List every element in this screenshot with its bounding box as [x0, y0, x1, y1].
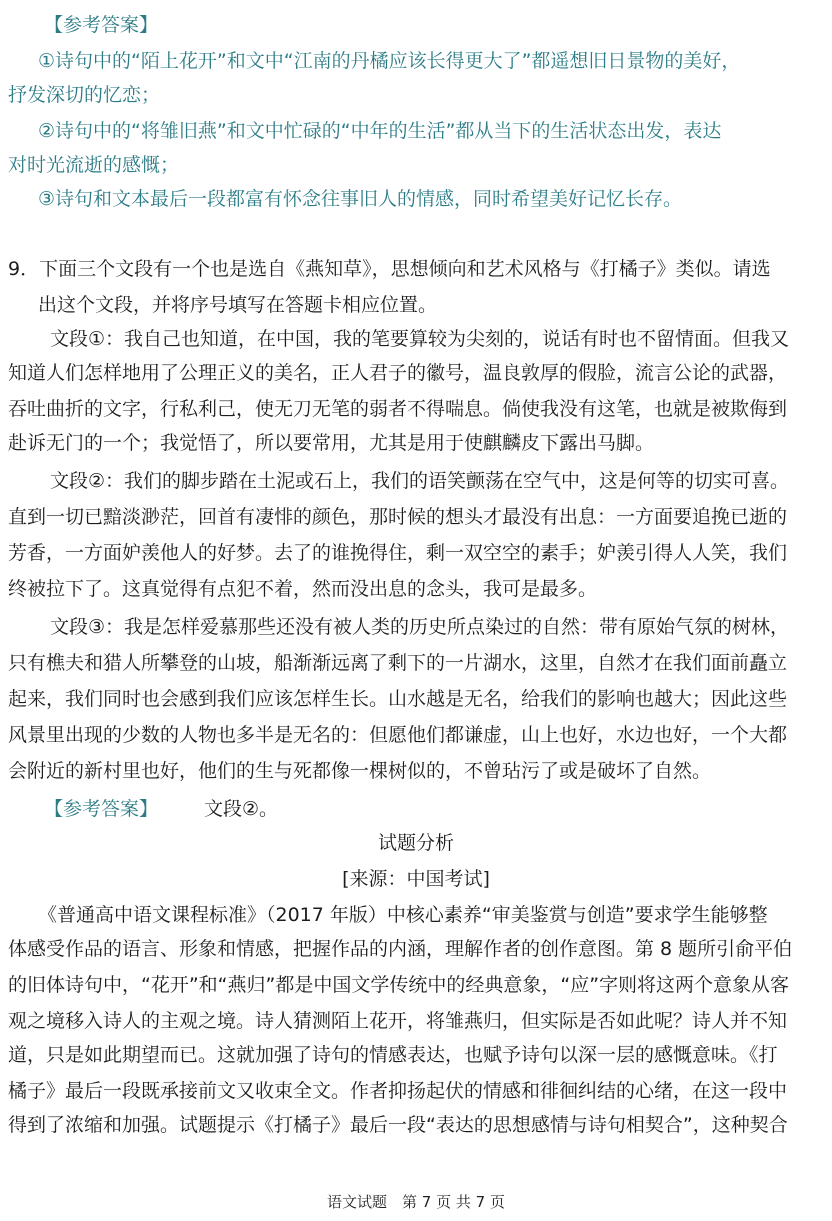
- passage-3-line: 风景里出现的少数的人物也多半是无名的：但愿他们都谦虚，山上也好，水边也好，一个大都: [8, 724, 788, 746]
- question-9-stem-line-2: 出这个文段，并将序号填写在答题卡相应位置。: [38, 294, 438, 316]
- analysis-line: 观之境移入诗人的主观之境。诗人猜测陌上花开，将雏燕归，但实际是否如此呢？诗人并不知: [8, 1010, 788, 1032]
- passage-1-line: 吞吐曲折的文字，行私利己，使无刀无笔的弱者不得喘息。倘使我没有这笔，也就是被欺侮到: [8, 398, 788, 420]
- passage-3-line: 只有樵夫和猎人所攀登的山坡，船渐渐远离了剩下的一片湖水，这里，自然才在我们面前矗立: [8, 652, 788, 674]
- analysis-source: [来源：中国考试]: [342, 868, 490, 890]
- passage-1-line: 赴诉无门的一个；我觉悟了，所以要常用，尤其是用于使麒麟皮下露出马脚。: [8, 432, 655, 454]
- analysis-line: 体感受作品的语言、形象和情感，把握作品的内涵，理解作者的创作意图。第 8 题所引俞平伯: [8, 938, 793, 960]
- page-footer: 语文试题 第 7 页 共 7 页: [327, 1193, 505, 1211]
- answer-1-item-3-line-1: ③诗句和文本最后一段都富有怀念往事旧人的情感，同时希望美好记忆长存。: [38, 188, 683, 210]
- answer-heading-2: 【参考答案】: [44, 798, 159, 820]
- passage-2-line: 终被拉下了。这真觉得有点犯不着，然而没出息的念头，我可是最多。: [8, 578, 598, 600]
- analysis-line: 道，只是如此期望而已。这就加强了诗句的情感表达，也赋予诗句以深一层的感慨意味。《打: [8, 1044, 778, 1066]
- answer-2-text: 文段②。: [204, 798, 279, 820]
- passage-2-line: 文段②：我们的脚步踏在土泥或石上，我们的语笑颤荡在空气中，这是何等的切实可喜。: [50, 470, 790, 492]
- passage-2-line: 直到一切已黯淡渺茫，回首有凄悱的颜色，那时候的想头才最没有出息：一方面要追挽已逝的: [8, 506, 788, 528]
- answer-1-item-2-line-2: 对时光流逝的感慨；: [8, 154, 180, 176]
- passage-3-line: 文段③：我是怎样爱慕那些还没有被人类的历史所点染过的自然：带有原始气氛的树林，: [50, 616, 790, 638]
- analysis-line: 得到了浓缩和加强。试题提示《打橘子》最后一段“表达的思想感情与诗句相契合”，这种契合: [8, 1114, 788, 1136]
- answer-heading-1: 【参考答案】: [44, 14, 159, 36]
- answer-1-item-1-line-2: 抒发深切的忆恋；: [8, 84, 161, 106]
- passage-3-line: 起来，我们同时也会感到我们应该怎样生长。山水越是无名，给我们的影响也越大；因此这些: [8, 688, 788, 710]
- passage-2-line: 芳香，一方面妒羡他人的好梦。去了的谁挽得住，剩一双空空的素手；妒羡引得人人笑，我们: [8, 542, 788, 564]
- passage-3-line: 会附近的新村里也好，他们的生与死都像一棵树似的，不曾玷污了或是破坏了自然。: [8, 760, 712, 782]
- answer-1-item-1-line-1: ①诗句中的“陌上花开”和文中“江南的丹橘应该长得更大了”都遥想旧日景物的美好，: [38, 50, 741, 72]
- question-9-stem-line-1: 9．下面三个文段有一个也是选自《燕知草》，思想倾向和艺术风格与《打橘子》类似。请选: [8, 258, 771, 280]
- passage-1-line: 知道人们怎样地用了公理正义的美名，正人君子的徽号，温良敦厚的假脸，流言公论的武器，: [8, 362, 788, 384]
- analysis-line: 《普通高中语文课程标准》（2017 年版）中核心素养“审美鉴赏与创造”要求学生能够整: [38, 904, 768, 926]
- answer-1-item-2-line-1: ②诗句中的“将雏旧燕”和文中忙碌的“中年的生活”都从当下的生活状态出发，表达: [38, 120, 722, 142]
- analysis-line: 的旧体诗句中，“花开”和“燕归”都是中国文学传统中的经典意象，“应”字则将这两个意象从客: [8, 974, 790, 996]
- analysis-line: 橘子》最后一段既承接前文又收束全文。作者抑扬起伏的情感和徘徊纠结的心绪，在这一段中: [8, 1080, 788, 1102]
- passage-1-line: 文段①：我自己也知道，在中国，我的笔要算较为尖刻的，说话有时也不留情面。但我又: [50, 328, 790, 350]
- analysis-title: 试题分析: [377, 832, 454, 854]
